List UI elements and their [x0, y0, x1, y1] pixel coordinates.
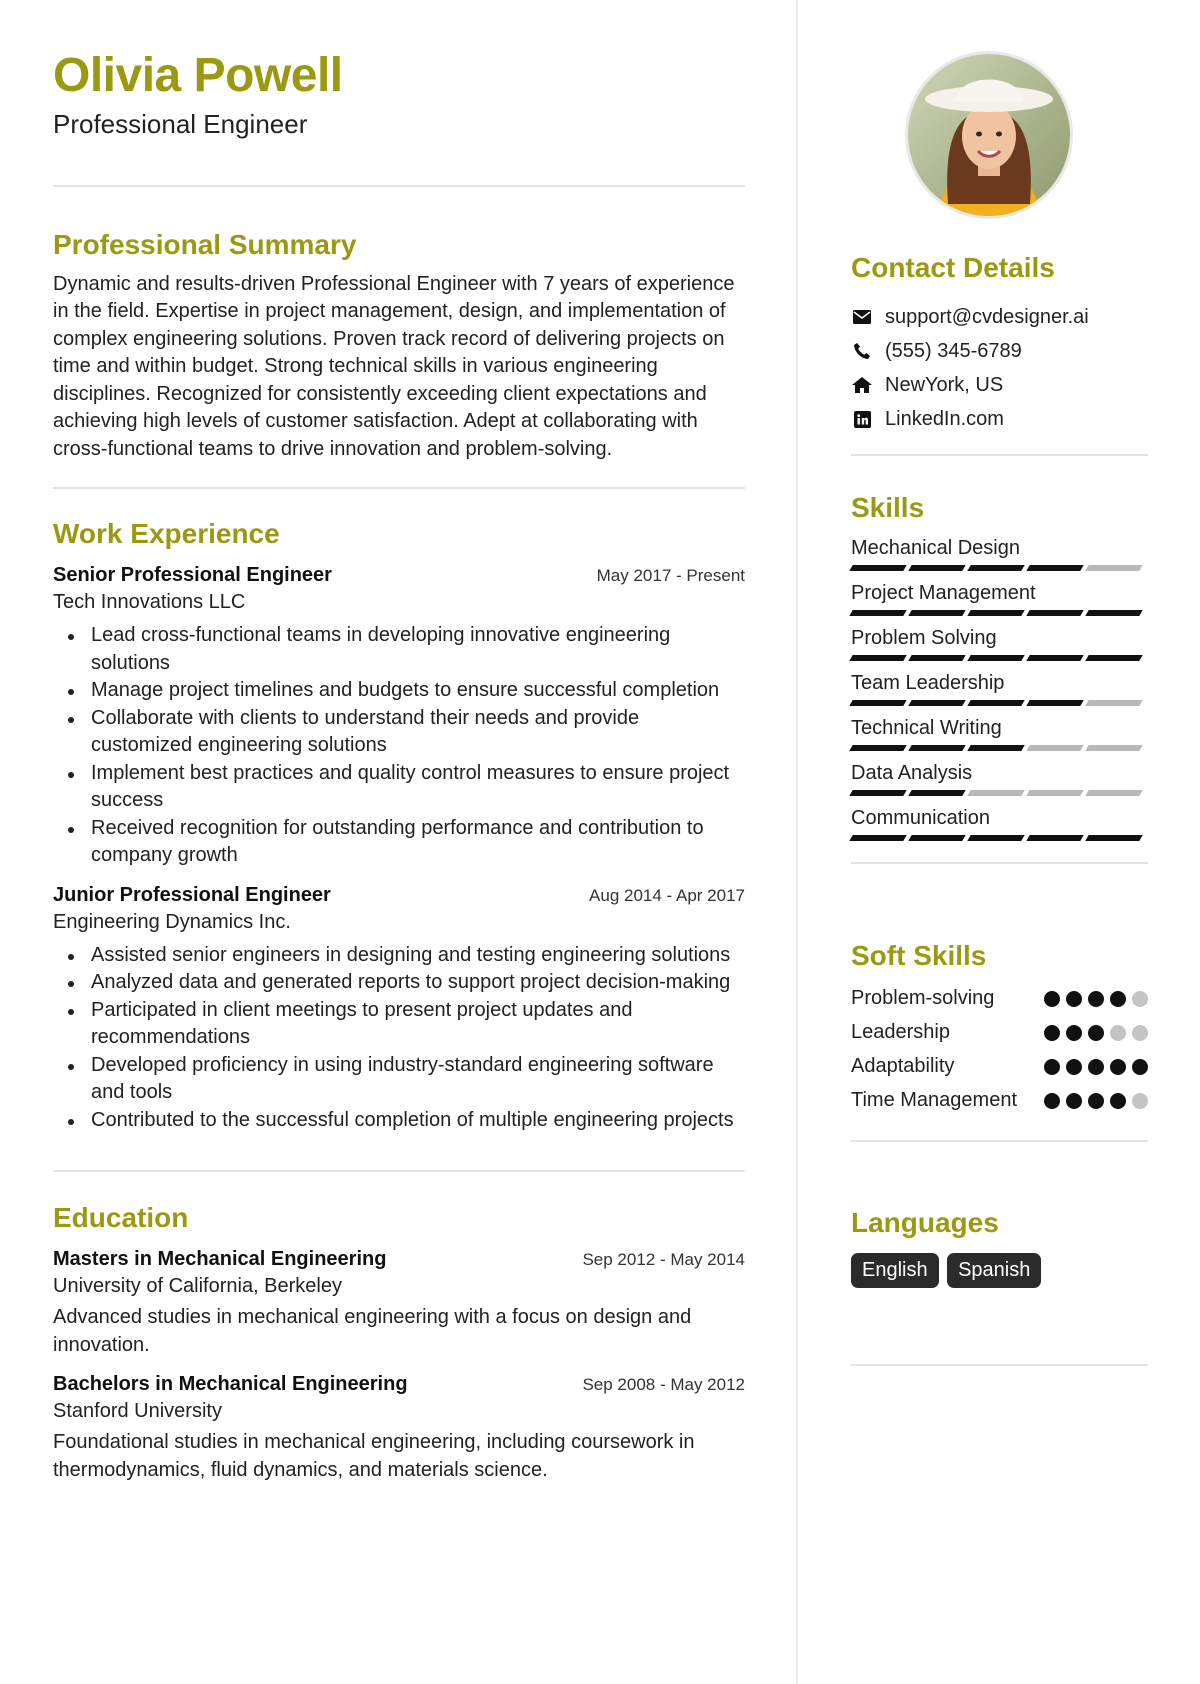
job-company: Engineering Dynamics Inc. [53, 910, 291, 933]
section-heading: Education [53, 1202, 189, 1234]
list-item: Collaborate with clients to understand their needs and provide customized engineering solutions [53, 705, 745, 760]
language-pill: English [851, 1253, 939, 1288]
contact-phone-text: (555) 345-6789 [885, 339, 1022, 362]
divider [851, 1364, 1148, 1366]
skill-level-segment [849, 790, 906, 796]
skill-name: Project Management [851, 582, 1036, 604]
job-title: Junior Professional Engineer [53, 883, 331, 906]
rating-dot [1132, 1025, 1148, 1041]
rating-dot [1110, 991, 1126, 1007]
skill-level-segment [967, 790, 1024, 796]
job-entry [53, 564, 745, 870]
summary-section [53, 229, 745, 464]
skill-level-segment [1026, 700, 1083, 706]
rating-dot [1044, 1059, 1060, 1075]
degree-title: Bachelors in Mechanical Engineering [53, 1373, 408, 1396]
skill-item [851, 667, 1148, 706]
rating-dot [1066, 1025, 1082, 1041]
experience-section [53, 518, 745, 1134]
rating-dot [1132, 991, 1148, 1007]
job-title: Senior Professional Engineer [53, 564, 332, 587]
divider [53, 185, 745, 187]
contact-location [851, 368, 1148, 402]
skill-level-segment [967, 745, 1024, 751]
divider [851, 862, 1148, 864]
job-dates: Aug 2014 - Apr 2017 [589, 885, 745, 905]
rating-dot [1088, 1025, 1104, 1041]
skill-item [851, 622, 1148, 661]
education-description: Foundational studies in mechanical engineering, including coursework in thermodynamics, fluid dynamics, and materials science. [53, 1431, 695, 1481]
skill-item [851, 802, 1148, 841]
school-name: University of California, Berkeley [53, 1275, 342, 1298]
contact-location-text: NewYork, US [885, 373, 1004, 396]
skill-level-bars [851, 565, 1148, 571]
skill-level-segment [967, 565, 1024, 571]
column-divider [796, 0, 798, 1684]
rating-dot [1066, 1059, 1082, 1075]
section-heading: Contact Details [851, 252, 1055, 283]
list-item: Lead cross-functional teams in developing innovative engineering solutions [53, 622, 745, 677]
rating-dot [1110, 1025, 1126, 1041]
skill-level-segment [908, 745, 965, 751]
rating-dot [1110, 1093, 1126, 1109]
skill-level-segment [1026, 835, 1083, 841]
language-pill: Spanish [947, 1253, 1041, 1288]
skill-level-bars [851, 745, 1148, 751]
rating-dot [1044, 1025, 1060, 1041]
skill-level-segment [967, 655, 1024, 661]
skill-level-bars [851, 835, 1148, 841]
phone-icon [851, 340, 873, 362]
education-entry [53, 1248, 745, 1359]
skill-item [851, 577, 1148, 616]
candidate-name: Olivia Powell [53, 49, 343, 102]
divider [851, 1140, 1148, 1142]
skill-level-segment [908, 835, 965, 841]
skill-level-segment [1085, 790, 1142, 796]
summary-text: Dynamic and results-driven Professional Engineer with 7 years of experience in the field. Expertise in project management, design, and implementation of complex engineering solutions. Proven track record of delivering projects on time and within budget. Strong technical skills in various engineering disciplines. Recognized for consistently exceeding client expectations and achieving high levels of customer satisfaction. Adept at collaborating with cross-functional teams to drive innovation and problem-solving. [53, 272, 735, 460]
list-item: Analyzed data and generated reports to support project decision-making [53, 969, 745, 997]
skill-name: Technical Writing [851, 717, 1002, 739]
rating-dot [1132, 1059, 1148, 1075]
contact-linkedin-text: LinkedIn.com [885, 407, 1004, 430]
soft-skill-name: Problem-solving [851, 987, 995, 1009]
skill-level-segment [908, 610, 965, 616]
rating-dot [1132, 1093, 1148, 1109]
skill-level-bars [851, 700, 1148, 706]
soft-skill-rating [1044, 1025, 1148, 1041]
skill-level-bars [851, 655, 1148, 661]
skill-level-segment [849, 835, 906, 841]
linkedin-icon [851, 408, 873, 430]
soft-skill-item [851, 985, 1148, 1012]
languages-section [851, 1207, 1148, 1366]
skill-level-segment [849, 565, 906, 571]
list-item: Received recognition for outstanding performance and contribution to company growth [53, 815, 745, 870]
list-item: Manage project timelines and budgets to ensure successful completion [53, 677, 745, 705]
job-bullets [53, 942, 745, 1135]
divider [53, 487, 745, 489]
contact-email-text: support@cvdesigner.ai [885, 305, 1089, 328]
section-heading: Professional Summary [53, 228, 357, 260]
contact-email[interactable] [851, 300, 1148, 334]
divider [53, 1170, 745, 1172]
skill-item [851, 712, 1148, 751]
skill-level-segment [1026, 745, 1083, 751]
main-column [53, 50, 745, 1484]
skill-name: Team Leadership [851, 672, 1005, 694]
list-item: Participated in client meetings to present project updates and recommendations [53, 997, 745, 1052]
soft-skill-name: Adaptability [851, 1055, 955, 1077]
skill-level-segment [967, 835, 1024, 841]
degree-title: Masters in Mechanical Engineering [53, 1248, 387, 1271]
list-item: Contributed to the successful completion of multiple engineering projects [53, 1107, 745, 1135]
rating-dot [1044, 1093, 1060, 1109]
candidate-title: Professional Engineer [53, 108, 308, 139]
skills-section [851, 492, 1148, 864]
skill-level-segment [1085, 610, 1142, 616]
skill-level-segment [1026, 655, 1083, 661]
soft-skill-name: Time Management [851, 1089, 1017, 1111]
list-item: Assisted senior engineers in designing and testing engineering solutions [53, 942, 745, 970]
list-item: Developed proficiency in using industry-standard engineering software and tools [53, 1052, 745, 1107]
soft-skill-item [851, 1053, 1148, 1080]
rating-dot [1110, 1059, 1126, 1075]
profile-photo [905, 51, 1073, 219]
job-entry [53, 884, 745, 1135]
job-dates: May 2017 - Present [596, 566, 745, 586]
soft-skills-section [851, 940, 1148, 1142]
contact-phone[interactable] [851, 334, 1148, 368]
section-heading: Work Experience [53, 518, 280, 550]
skill-level-segment [1085, 745, 1142, 751]
soft-skill-item [851, 1019, 1148, 1046]
skill-level-segment [1085, 565, 1142, 571]
soft-skill-rating [1044, 1059, 1148, 1075]
skill-level-segment [908, 700, 965, 706]
home-icon [851, 374, 873, 396]
skill-name: Communication [851, 807, 990, 829]
skill-item [851, 757, 1148, 796]
skill-level-bars [851, 790, 1148, 796]
education-dates: Sep 2012 - May 2014 [582, 1250, 745, 1270]
skill-level-segment [849, 745, 906, 751]
rating-dot [1088, 1093, 1104, 1109]
soft-skills-list [851, 985, 1148, 1114]
skill-level-segment [849, 610, 906, 616]
education-entry [53, 1373, 745, 1484]
education-section [53, 1202, 745, 1484]
skill-level-segment [1085, 655, 1142, 661]
rating-dot [1044, 991, 1060, 1007]
rating-dot [1066, 991, 1082, 1007]
skill-level-segment [967, 700, 1024, 706]
soft-skill-item [851, 1087, 1148, 1114]
soft-skill-rating [1044, 991, 1148, 1007]
skill-level-segment [1026, 610, 1083, 616]
contact-section [851, 252, 1148, 456]
skill-level-segment [1085, 835, 1142, 841]
job-company: Tech Innovations LLC [53, 591, 246, 614]
skill-name: Data Analysis [851, 762, 973, 784]
rating-dot [1066, 1093, 1082, 1109]
job-bullets [53, 622, 745, 870]
soft-skill-name: Leadership [851, 1021, 950, 1043]
contact-linkedin[interactable] [851, 402, 1148, 436]
rating-dot [1088, 991, 1104, 1007]
skill-level-segment [908, 655, 965, 661]
skill-name: Problem Solving [851, 627, 997, 649]
skill-name: Mechanical Design [851, 537, 1020, 559]
skill-level-segment [849, 700, 906, 706]
education-dates: Sep 2008 - May 2012 [582, 1375, 745, 1395]
skill-level-segment [1026, 790, 1083, 796]
section-heading: Soft Skills [851, 940, 987, 971]
skill-level-segment [1026, 565, 1083, 571]
section-heading: Languages [851, 1207, 999, 1238]
list-item: Implement best practices and quality control measures to ensure project success [53, 760, 745, 815]
skill-level-segment [908, 565, 965, 571]
soft-skill-rating [1044, 1093, 1148, 1109]
rating-dot [1088, 1059, 1104, 1075]
section-heading: Skills [851, 492, 925, 523]
school-name: Stanford University [53, 1400, 222, 1423]
skill-level-segment [908, 790, 965, 796]
skill-level-segment [1085, 700, 1142, 706]
skill-level-segment [967, 610, 1024, 616]
skill-level-segment [849, 655, 906, 661]
education-description: Advanced studies in mechanical engineering with a focus on design and innovation. [53, 1306, 692, 1356]
skill-level-bars [851, 610, 1148, 616]
envelope-icon [851, 306, 873, 328]
skills-list [851, 532, 1148, 841]
divider [851, 454, 1148, 456]
skill-item [851, 532, 1148, 571]
